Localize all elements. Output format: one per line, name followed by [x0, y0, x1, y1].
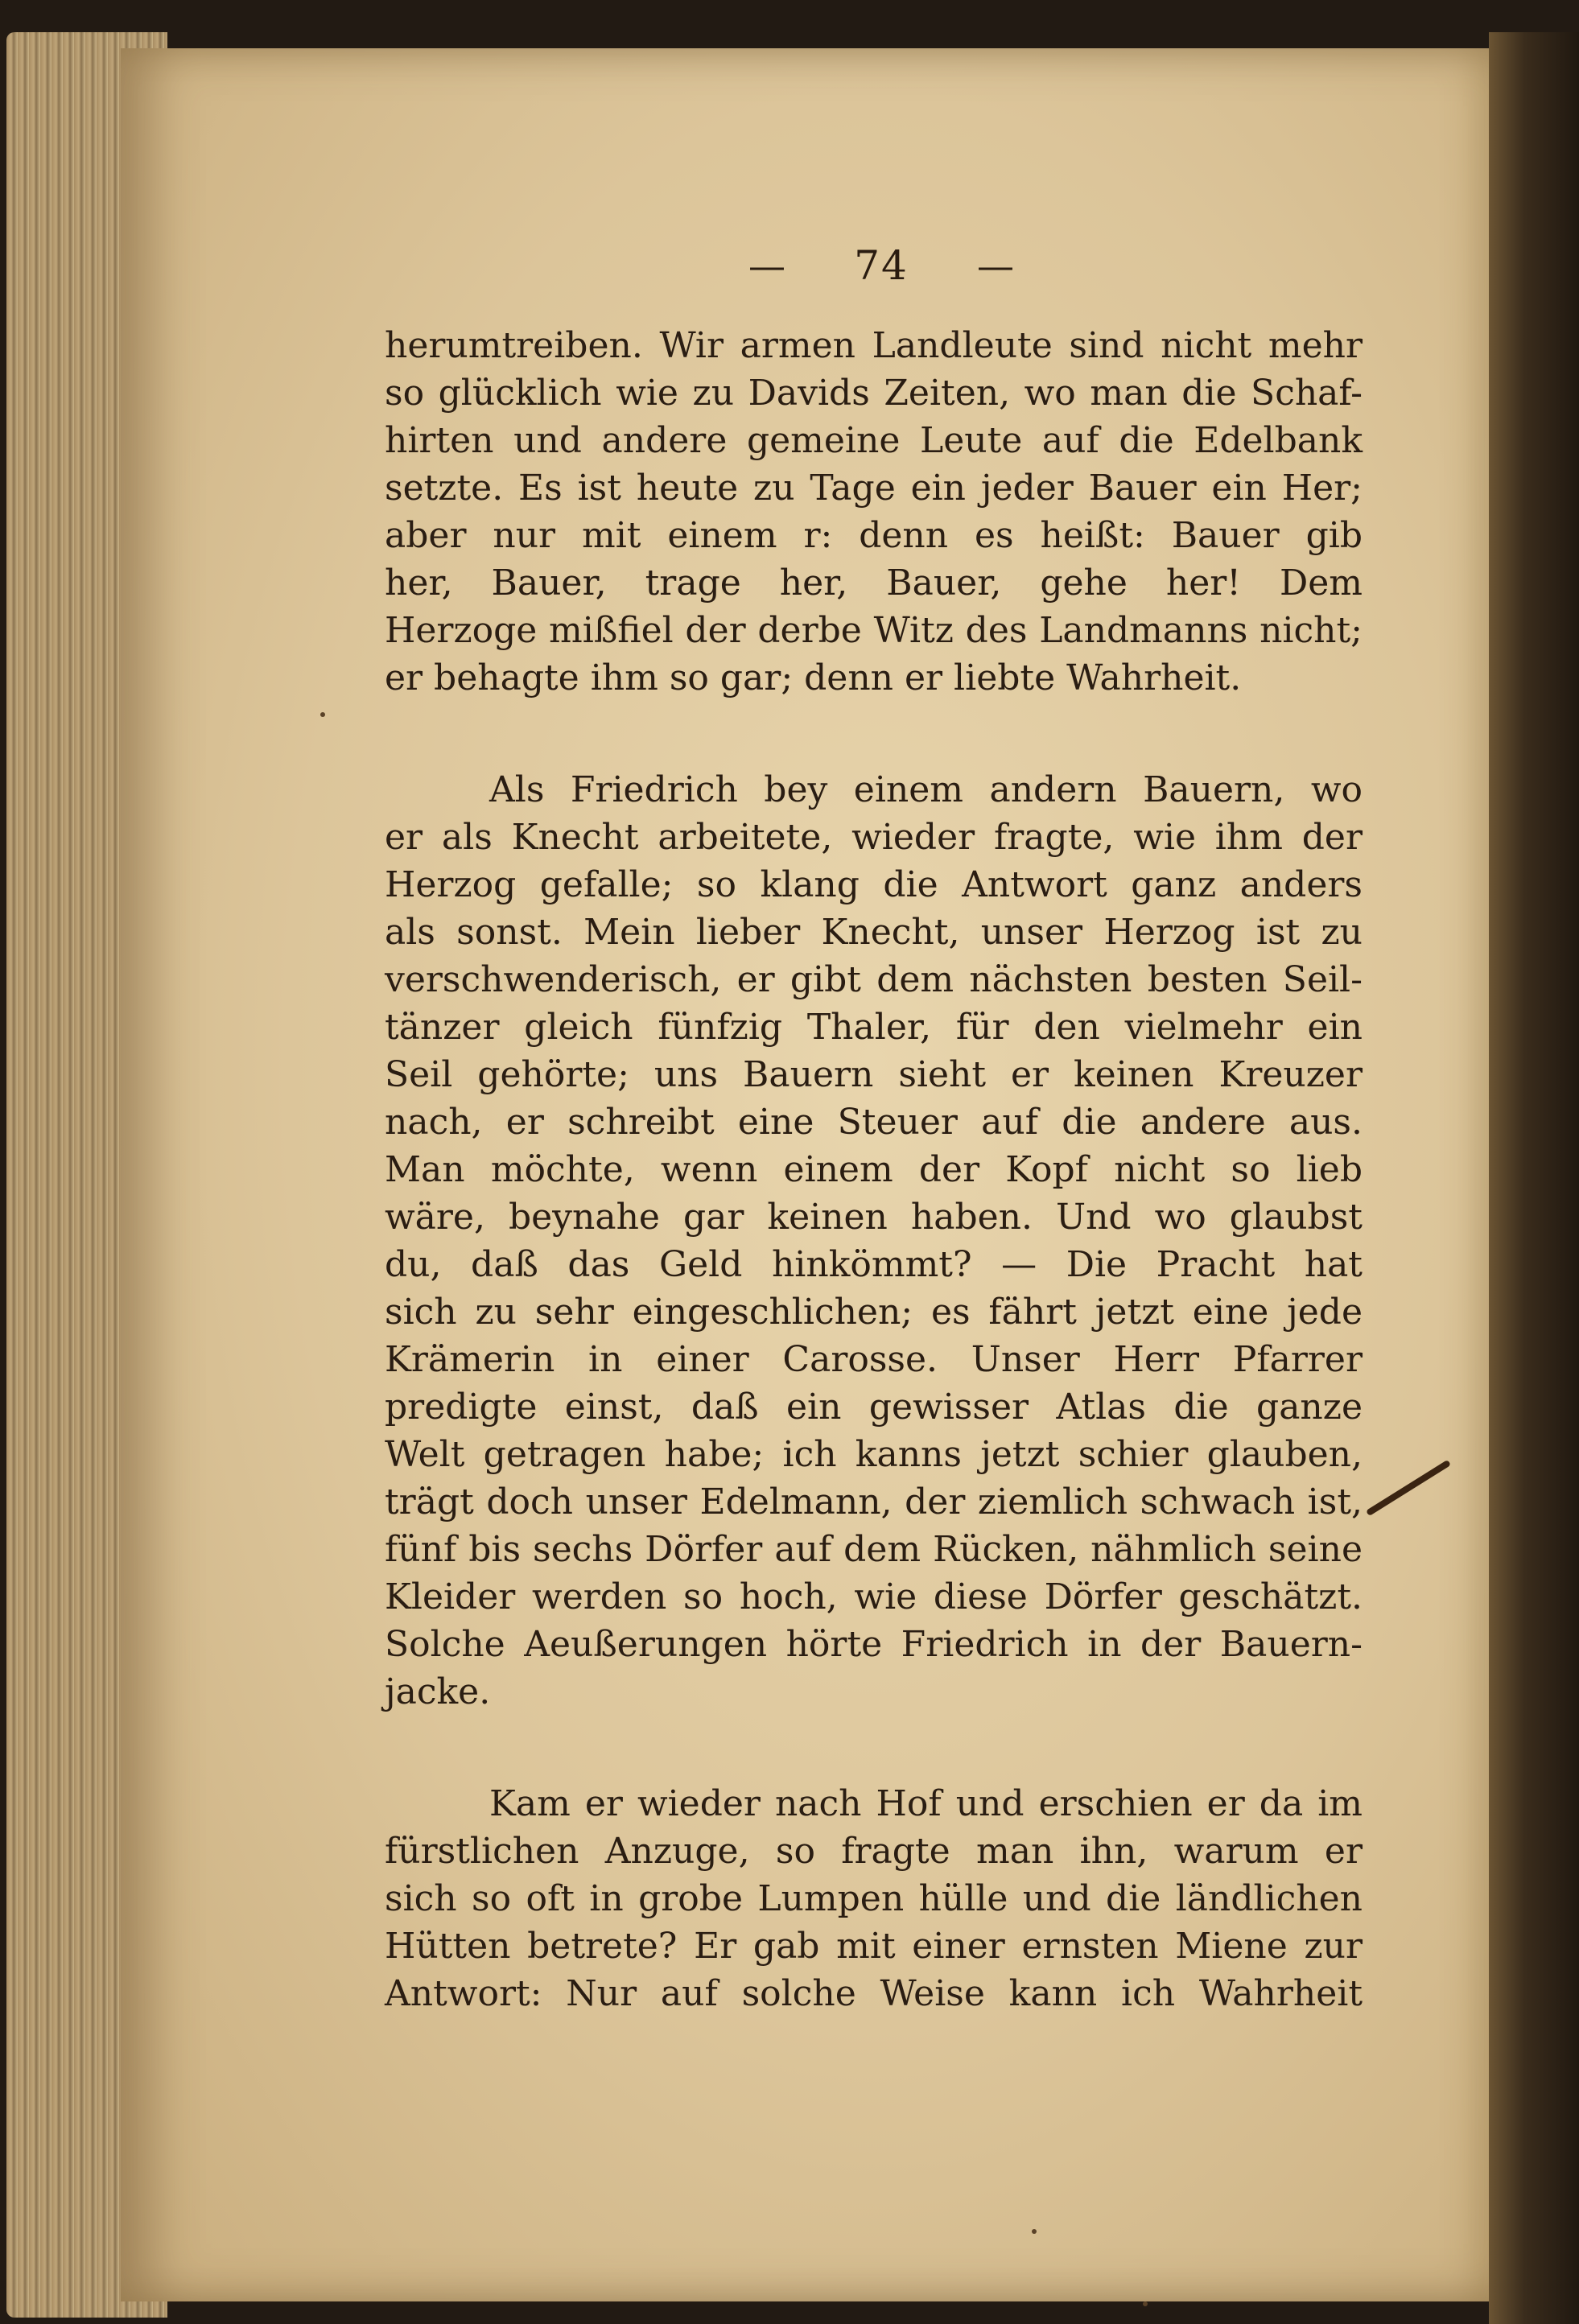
- text-line: Seil gehörte; uns Bauern sieht er keinen Kreuzer: [385, 1054, 1363, 1095]
- text-line: hirten und andere gemeine Leute auf die Edelbank: [385, 420, 1363, 461]
- text-line: Krämerin in einer Carosse. Unser Herr Pfarrer: [385, 1339, 1363, 1380]
- text-line: Man möchte, wenn einem der Kopf nicht so lieb: [385, 1149, 1363, 1190]
- paragraph-2: [385, 766, 1363, 1716]
- ink-spot: [1143, 2301, 1148, 2306]
- text-line: so glücklich wie zu Davids Zeiten, wo man die Schaf-: [385, 373, 1363, 414]
- text-line: er behagte ihm so gar; denn er liebte Wahrheit.: [385, 657, 1242, 698]
- header-dash-right: —: [977, 244, 1014, 287]
- text-line: verschwenderisch, er gibt dem nächsten besten Seil-: [385, 959, 1363, 1000]
- text-line: herumtreiben. Wir armen Landleute sind nicht mehr: [385, 325, 1363, 366]
- text-line: sich zu sehr eingeschlichen; es fährt jetzt eine jede: [385, 1292, 1363, 1333]
- page-header: [748, 237, 1014, 294]
- text-line: setzte. Es ist heute zu Tage ein jeder Bauer ein Her;: [385, 468, 1363, 509]
- page-number: 74: [854, 242, 909, 289]
- text-line: nach, er schreibt eine Steuer auf die andere aus.: [385, 1102, 1363, 1143]
- paragraph-3: [385, 1780, 1363, 2017]
- text-line: fürstlichen Anzuge, so fragte man ihn, warum er: [385, 1831, 1363, 1872]
- text-line: Kleider werden so hoch, wie diese Dörfer geschätzt.: [385, 1576, 1363, 1617]
- text-line: als sonst. Mein lieber Knecht, unser Herzog ist zu: [385, 912, 1363, 953]
- text-line: du, daß das Geld hinkömmt? — Die Pracht hat: [385, 1244, 1363, 1285]
- text-line: Hütten betrete? Er gab mit einer ernsten Miene zur: [385, 1926, 1363, 1967]
- body-text: [385, 322, 1363, 2017]
- text-line: Herzog gefalle; so klang die Antwort ganz anders: [385, 864, 1363, 905]
- text-line: her, Bauer, trage her, Bauer, gehe her! Dem: [385, 562, 1363, 604]
- ink-spot: [320, 712, 325, 717]
- text-line: sich so oft in grobe Lumpen hülle und die ländlichen: [385, 1878, 1363, 1919]
- text-line: wäre, beynahe gar keinen haben. Und wo glaubst: [385, 1197, 1363, 1238]
- text-line: Herzoge mißfiel der derbe Witz des Landmanns nicht;: [385, 610, 1363, 651]
- text-line: er als Knecht arbeitete, wieder fragte, wie ihm der: [385, 817, 1363, 858]
- text-line: Welt getragen habe; ich kanns jetzt schier glauben,: [385, 1434, 1363, 1475]
- text-line: Solche Aeußerungen hörte Friedrich in der Bauern-: [385, 1624, 1363, 1665]
- text-line: predigte einst, daß ein gewisser Atlas die ganze: [385, 1387, 1363, 1428]
- book-cover-edge: [1489, 32, 1579, 2324]
- paragraph-1: [385, 322, 1363, 702]
- text-line: trägt doch unser Edelmann, der ziemlich schwach ist,: [385, 1481, 1363, 1523]
- ink-spot: [1032, 2229, 1037, 2234]
- text-line: aber nur mit einem r: denn es heißt: Bauer gib: [385, 515, 1363, 556]
- text-line: jacke.: [385, 1671, 491, 1712]
- text-line: tänzer gleich fünfzig Thaler, für den vielmehr ein: [385, 1007, 1363, 1048]
- text-line: Antwort: Nur auf solche Weise kann ich Wahrheit: [385, 1973, 1363, 2014]
- text-line: fünf bis sechs Dörfer auf dem Rücken, nähmlich seine: [385, 1529, 1363, 1570]
- text-line: Als Friedrich bey einem andern Bauern, wo: [489, 769, 1363, 810]
- header-dash-left: —: [748, 244, 785, 287]
- text-line: Kam er wieder nach Hof und erschien er da im: [489, 1783, 1363, 1824]
